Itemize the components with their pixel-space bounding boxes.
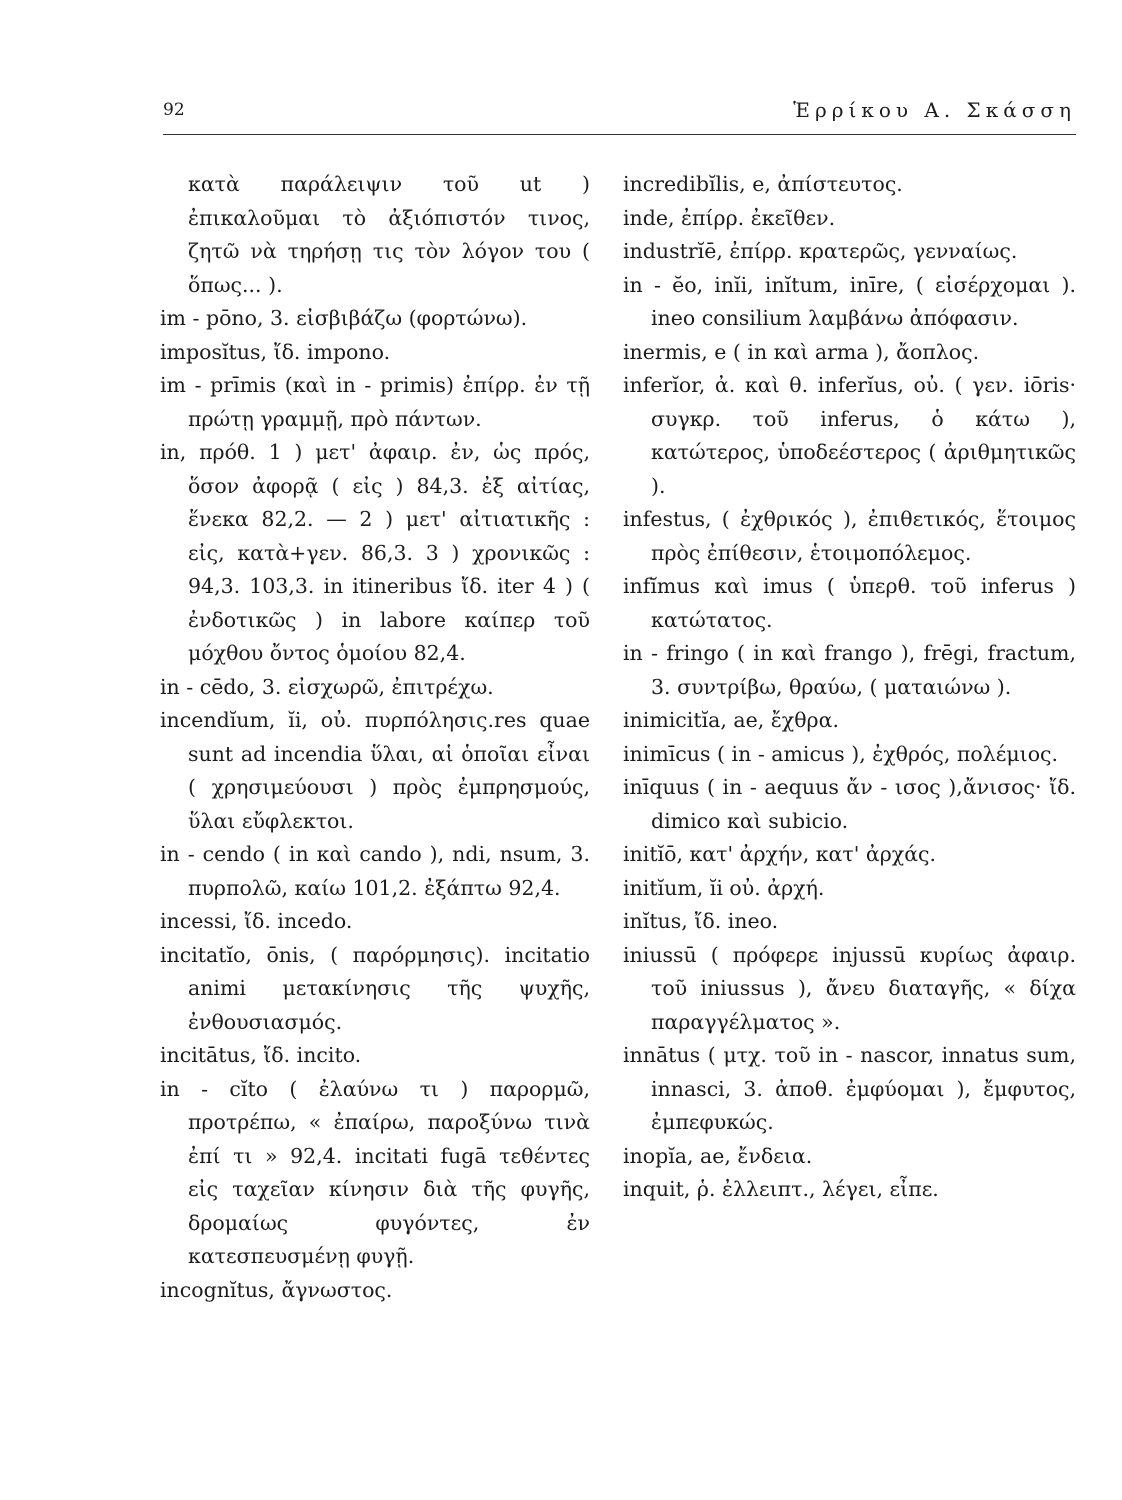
dictionary-entry: in - cĭto ( ἐλαύνω τι ) παρορμῶ, προτρέπω, « ἐπαίρω, παροξύνω τινὰ ἐπί τι » 92,4. incitati fugā τεθέντες εἰς ταχεῖαν κίνησιν διὰ τῆς φυγῆς, δρομαίως φυγόντες, ἐν κατεσπευσμένῃ φυγῇ.	[160, 1076, 590, 1268]
dictionary-entry: initĭum, ĭi οὐ. ἀρχή.	[623, 875, 825, 900]
running-head: Ἑρρίκου Α. Σκάσση	[793, 98, 1076, 122]
dictionary-entry: incredibĭlis, e, ἀπίστευτος.	[623, 172, 903, 196]
dictionary-entry-continued: κατὰ παράλειψιν τοῦ ut ) ἐπικαλοῦμαι τὸ ἀξιόπιστόν τινος, ζητῶ νὰ τηρήσῃ τις τὸν λόγον του ( ὅπως... ).	[188, 172, 590, 297]
dictionary-entry: inferĭor, ἀ. καὶ θ. inferĭus, οὐ. ( γεν. iōris· συγκρ. τοῦ inferus, ὁ κάτω ), κατώτερος, ὑποδεέστερος ( ἀριθμητικῶς ).	[623, 373, 1076, 498]
dictionary-entry: inde, ἐπίρρ. ἐκεῖθεν.	[623, 205, 836, 230]
dictionary-entry: imposĭtus, ἴδ. impono.	[160, 339, 391, 364]
dictionary-entry: initĭō, κατ' ἀρχήν, κατ' ἀρχάς.	[623, 842, 937, 866]
dictionary-entry: incessi, ἴδ. incedo.	[160, 909, 353, 933]
dictionary-entry: inermis, e ( in καὶ arma ), ἄοπλος.	[623, 339, 980, 364]
dictionary-entry: in - ĕo, inĭi, inĭtum, inīre, ( εἰσέρχομαι ). ineo consilium λαμβάνω ἀπόφασιν.	[623, 272, 1076, 330]
dictionary-entry: inīquus ( in - aequus ἄν - ισος ),ἄνισος· ἴδ. dimico καὶ subicio.	[623, 775, 1076, 833]
dictionary-entry: inquit, ῥ. ἐλλειπτ., λέγει, εἶπε.	[623, 1177, 939, 1201]
dictionary-entry: inopĭa, ae, ἔνδεια.	[623, 1143, 813, 1168]
dictionary-entry: inimīcus ( in - amicus ), ἐχθρός, πολέμιος.	[623, 741, 1059, 766]
dictionary-entry: im - prīmis (καὶ in - primis) ἐπίρρ. ἐν τῇ πρώτῃ γραμμῇ, πρὸ πάντων.	[160, 373, 590, 431]
page-number: 92	[163, 100, 185, 120]
dictionary-entry: industrĭē, ἐπίρρ. κρατερῶς, γενναίως.	[623, 239, 1018, 263]
dictionary-entry: in, πρόθ. 1 ) μετ' ἀφαιρ. ἐν, ὡς πρός, ὅσον ἀφορᾷ ( εἰς ) 84,3. ἐξ αἰτίας, ἕνεκα 82,2. — 2 ) μετ' αἰτιατικῆς : εἰς, κατὰ+γεν. 86,3. 3 ) χρονικῶς : 94,3. 103,3. in itineribus ἴδ. iter 4 ) ( ἐνδοτικῶς ) in labore καίπερ τοῦ μόχθου ὄντος ὁμοίου 82,4.	[160, 440, 590, 665]
right-column	[623, 168, 1076, 1207]
dictionary-entry: inimicitĭa, ae, ἔχθρα.	[623, 708, 839, 732]
dictionary-entry: incitātus, ἴδ. incito.	[160, 1043, 362, 1067]
dictionary-entry: infĭmus καὶ imus ( ὑπερθ. τοῦ inferus ) κατώτατος.	[623, 574, 1076, 632]
dictionary-entry: innātus ( μτχ. τοῦ in - nascor, innatus sum, innasci, 3. ἀποθ. ἐμφύομαι ), ἔμφυτος, ἐμπεφυκώς.	[623, 1043, 1076, 1134]
dictionary-entry: inĭtus, ἴδ. ineo.	[623, 909, 779, 933]
dictionary-entry: in - cēdo, 3. εἰσχωρῶ, ἐπιτρέχω.	[160, 674, 494, 699]
dictionary-entry: incognĭtus, ἄγνωστος.	[160, 1277, 393, 1302]
dictionary-entry: im - pōno, 3. εἰσβιβάζω (φορτώνω).	[160, 306, 528, 330]
dictionary-entry: iniussū ( πρόφερε injussū κυρίως ἀφαιρ. τοῦ iniussus ), ἄνευ διαταγῆς, « δίχα παραγγέλματος ».	[623, 942, 1076, 1034]
dictionary-entry: in - cendo ( in καὶ cando ), ndi, nsum, 3. πυρπολῶ, καίω 101,2. ἐξάπτω 92,4.	[160, 842, 590, 900]
dictionary-entry: incitatĭo, ōnis, ( παρόρμησις). incitatio animi μετακίνησις τῆς ψυχῆς, ἐνθουσιασμός.	[160, 942, 590, 1034]
left-column	[160, 168, 590, 1307]
page-header	[163, 96, 1076, 135]
dictionary-entry: in - fringo ( in καὶ frango ), frēgi, fractum, 3. συντρίβω, θραύω, ( ματαιώνω ).	[623, 641, 1076, 699]
dictionary-entry: incendĭum, ĭi, οὐ. πυρπόλησις.res quae sunt ad incendia ὕλαι, αἱ ὁποῖαι εἶναι ( χρησιμεύουσι ) πρὸς ἐμπρησμούς, ὕλαι εὔφλεκτοι.	[160, 708, 590, 833]
dictionary-entry: infestus, ( ἐχθρικός ), ἐπιθετικός, ἕτοιμος πρὸς ἐπίθεσιν, ἑτοιμοπόλεμος.	[623, 507, 1076, 565]
